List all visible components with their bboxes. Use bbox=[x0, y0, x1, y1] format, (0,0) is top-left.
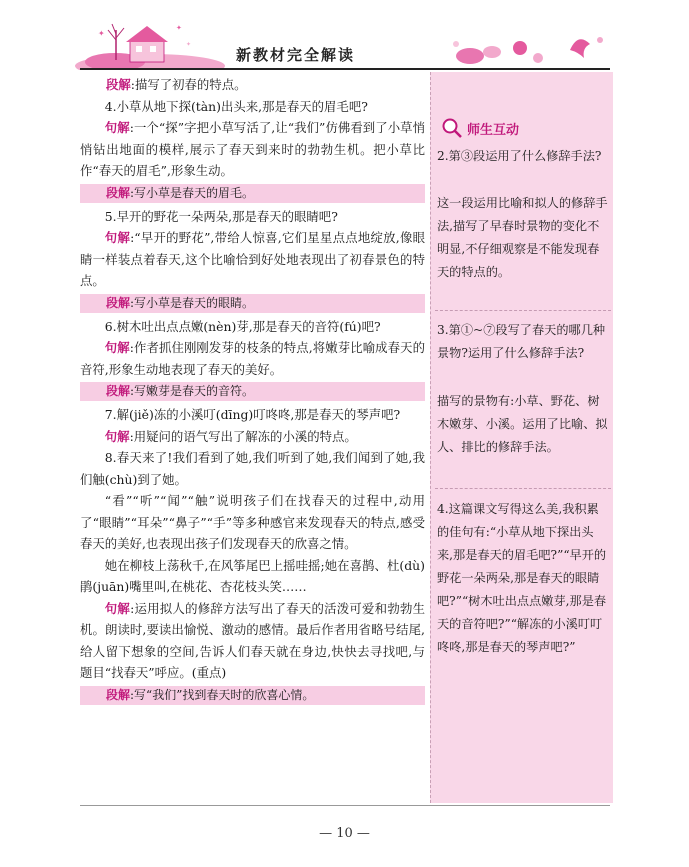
sidebar-divider bbox=[435, 488, 611, 489]
sentence-analysis: 句解:用疑问的语气写出了解冻的小溪的特点。 bbox=[104, 428, 357, 444]
sentence-analysis: 句解:运用拟人的修辞方法写出了春天的活泼可爱和勃勃生机。朗读时,要读出愉悦、激动的感情。最后作者用省略号结尾,给人留下想象的空间,告诉人们春天就在身边,快快去寻找吧,与题目“找春天”呼应。(重点) bbox=[80, 600, 425, 680]
text-sentence-7: 7.解(jiě)冻的小溪叮(dīng)叮咚咚,那是春天的琴声吧? bbox=[104, 407, 401, 422]
sentence-analysis: “看”“听”“闻”“触”说明孩子们在找春天的过程中,动用了“眼睛”“耳朵”“鼻子”“手”等多种感官来发现春天的特点,感受春天的美好,也表现出孩子们发现春天的欣喜之情。 bbox=[80, 493, 425, 551]
sentence-analysis: 句解:一个“探”字把小草写活了,让“我们”仿佛看到了小草悄悄钻出地面的模样,展示了春天到来时的勃勃生机。把小草比作“春天的眉毛”,形象生动。 bbox=[80, 120, 426, 178]
main-text-column bbox=[80, 74, 425, 708]
header-rule bbox=[80, 68, 610, 70]
sidebar-question-4: 4.这篇课文写得这么美,我积累的佳句有:“小草从地下探出头来,那是春天的眉毛吧?”“早开的野花一朵两朵,那是春天的眼睛吧?”“树木吐出点点嫩芽,那是春天的音符吧?”“解冻的小溪叮叮咚咚,那是春天的琴声吧?” bbox=[437, 502, 607, 654]
paragraph-analysis-band: 段解:写小草是春天的眼睛。 bbox=[80, 294, 425, 313]
sidebar-answer-3: 描写的景物有:小草、野花、树木嫩芽、小溪。运用了比喻、拟人、排比的修辞手法。 bbox=[437, 394, 608, 454]
text-sentence-6: 6.树木吐出点点嫩(nèn)芽,那是春天的音符(fú)吧? bbox=[104, 318, 381, 334]
page-header bbox=[0, 0, 689, 70]
text-sentence-4: 4.小草从地下探(tàn)出头来,那是春天的眉毛吧? bbox=[104, 98, 368, 114]
text-sentence-8: 8.春天来了!我们看到了她,我们听到了她,我们闻到了她,我们触(chù)到了她。 bbox=[80, 450, 425, 487]
sentence-analysis: 句解:作者抓住刚刚发芽的枝条的特点,将嫩芽比喻成春天的音符,形象生动地表现了春天的美好。 bbox=[80, 340, 425, 377]
page-number: — 10 — bbox=[319, 826, 370, 841]
header-title: 新教材完全解读 bbox=[236, 46, 356, 64]
magnifier-icon bbox=[441, 117, 463, 139]
svg-text:✦: ✦ bbox=[98, 29, 105, 38]
sidebar-section-title: 师生互动 bbox=[441, 117, 519, 139]
footer-rule bbox=[80, 805, 610, 806]
svg-text:✦: ✦ bbox=[186, 41, 192, 48]
paragraph-analysis-band: 段解:写嫩芽是春天的音符。 bbox=[80, 382, 425, 401]
sidebar-answer-2: 这一段运用比喻和拟人的修辞手法,描写了早春时景物的变化不明显,不仔细观察是不能发现春天的特点的。 bbox=[437, 196, 608, 279]
sidebar-divider bbox=[435, 310, 611, 311]
paragraph-analysis: 段解:描写了初春的特点。 bbox=[106, 77, 247, 92]
text-sentence-8b: 她在柳枝上荡秋千,在风筝尾巴上摇哇摇;她在喜鹊、杜(dù)鹃(juān)嘴里叫,在桃花、杏花枝头笑…… bbox=[80, 557, 425, 594]
text-sentence-5: 5.早开的野花一朵两朵,那是春天的眼睛吧? bbox=[104, 208, 338, 224]
paragraph-analysis-band: 段解:写小草是春天的眉毛。 bbox=[80, 184, 425, 203]
sentence-analysis: 句解:“早开的野花”,带给人惊喜,它们星星点点地绽放,像眼睛一样装点着春天,这个比喻恰到好处地表现出了初春景色的特点。 bbox=[80, 230, 425, 288]
paragraph-analysis-band: 段解:写“我们”找到春天时的欣喜心情。 bbox=[80, 686, 425, 705]
sidebar-question-2: 2.第③段运用了什么修辞手法? bbox=[437, 149, 602, 163]
sidebar-question-3: 3.第①~⑦段写了春天的哪几种景物?运用了什么修辞手法? bbox=[437, 323, 606, 360]
teacher-student-sidebar bbox=[430, 72, 613, 803]
svg-text:✦: ✦ bbox=[176, 24, 182, 32]
